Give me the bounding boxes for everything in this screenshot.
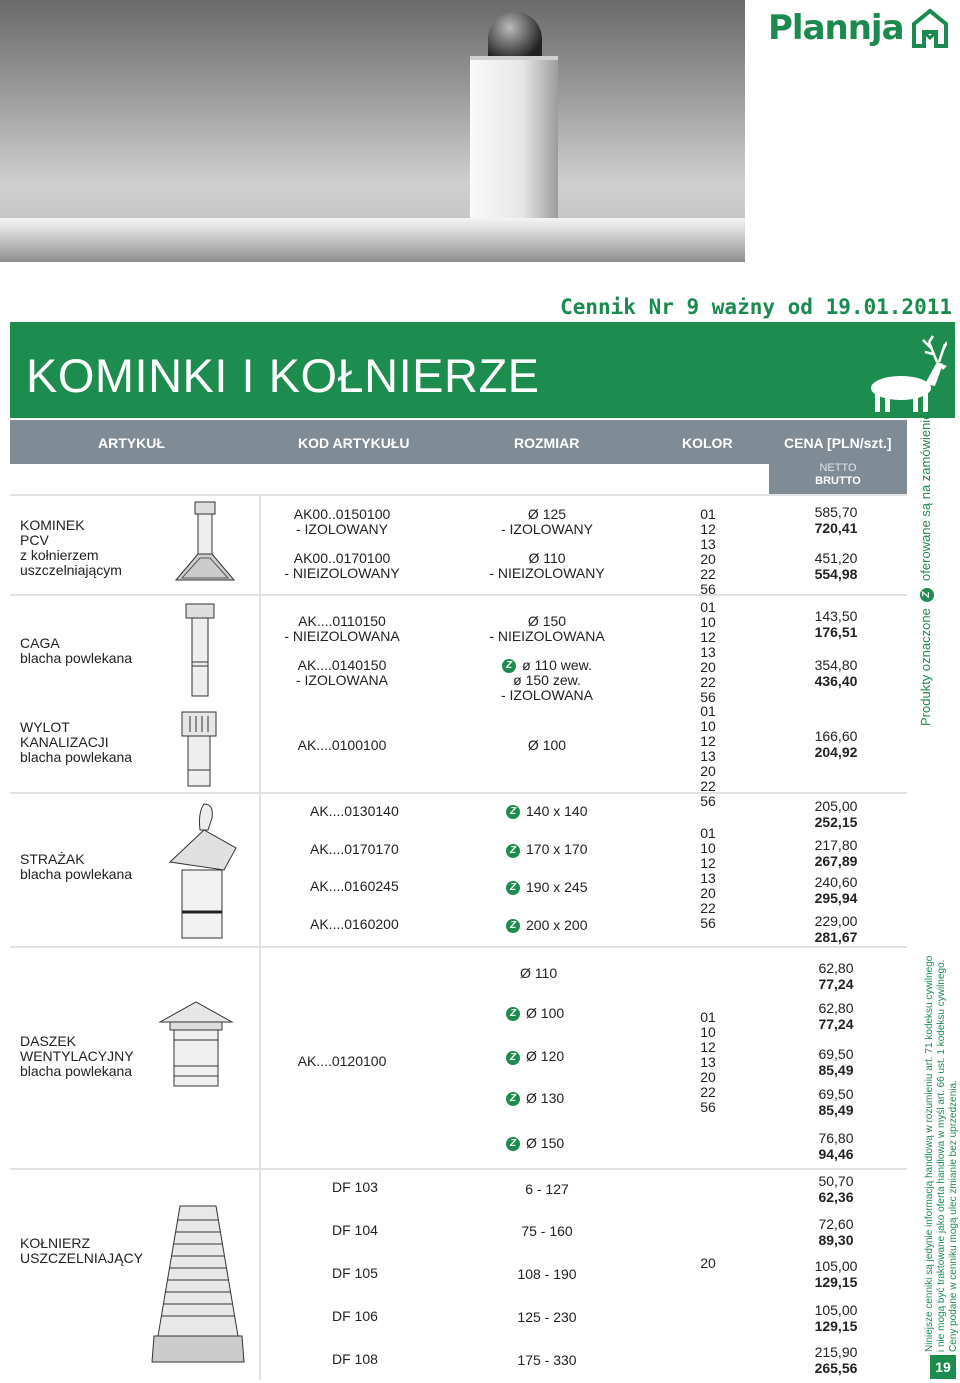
sizes: Ø 125 - IZOLOWANY Ø 110 - NIEIZOLOWANY [489, 506, 605, 581]
article-codes: DF 103 DF 104 DF 105 DF 106 DF 108 [332, 1179, 378, 1367]
table-row [10, 596, 907, 792]
order-note: Produkty oznaczone Z oferowane są na zamówienie [918, 412, 933, 726]
price: 240,60 295,94 [814, 874, 858, 906]
sizes: Ø 100 [527, 737, 567, 753]
price-subheader [769, 464, 907, 494]
caga-illustration [180, 600, 220, 700]
strazak-illustration [164, 800, 244, 940]
table-row [10, 948, 907, 1168]
netto-label: NETTO [819, 462, 857, 474]
article-codes: AK00..0150100 - IZOLOWANY AK00..0170100 - NIEIZOLOWANY [284, 506, 400, 581]
wylot-kanalizacji-illustration [176, 706, 222, 790]
product-name: KOŁNIERZ USZCZELNIAJĄCY [20, 1235, 143, 1266]
price: 62,80 77,24 [818, 1000, 854, 1032]
article-codes: AK....0130140 AK....0170170 AK....0160245 AK....0160200 [310, 803, 399, 932]
z-order-icon: Z [506, 1137, 520, 1151]
table-row [10, 1170, 907, 1380]
brutto-label: BRUTTO [815, 475, 861, 487]
header-photo-chimney [0, 0, 745, 262]
z-order-icon: Z [506, 1051, 520, 1065]
price: 69,50 85,49 [818, 1046, 854, 1078]
article-codes: AK....0100100 [297, 737, 387, 753]
page-number: 19 [930, 1355, 956, 1379]
col-cena: CENA [PLN/szt.] [784, 435, 892, 451]
sizes: Ø 110 Z Ø 100 Z Ø 120 Z Ø 130 Z Ø 150 [520, 966, 630, 1151]
product-name: KOMINEK PCV z kołnierzem uszczelniającym [20, 517, 122, 578]
col-artykul: ARTYKUŁ [98, 435, 165, 451]
price: 585,70 720,41 [814, 504, 858, 536]
price: 76,80 94,46 [818, 1130, 854, 1162]
col-kod: KOD ARTYKUŁU [298, 435, 410, 451]
product-name: STRAŻAK blacha powlekana [20, 851, 133, 882]
price: 50,70 62,36 [818, 1173, 854, 1205]
price: 451,20 554,98 [814, 550, 858, 582]
table-header [10, 420, 907, 464]
article-codes: AK....0120100 [297, 1053, 387, 1069]
legal-disclaimer: Niniejsze cenniki są jedynie informacją handlową w rozumieniu art. 71 kodeksu cywilnego i nie mogą być traktowane jako oferta handlowa w myśl art. 66 ust. 1 kodeksu cywilnego. Ceny podane w cenniku mogą ulec zmianie bez uprzedzenia. [924, 955, 959, 1352]
plannja-logo [768, 6, 958, 50]
z-order-icon: Z [506, 1007, 520, 1021]
product-name: WYLOT KANALIZACJI blacha powlekana [20, 719, 133, 765]
price: 69,50 85,49 [818, 1086, 854, 1118]
price: 215,90 265,56 [814, 1344, 858, 1376]
colors: 20 [700, 1255, 716, 1271]
article-codes: AK....0110150 - NIEIZOLOWANA AK....0140150 - IZOLOWANA [284, 613, 400, 688]
price-list-validity: Cennik Nr 9 ważny od 19.01.2011 [560, 295, 952, 319]
col-rozmiar: ROZMIAR [514, 435, 580, 451]
z-order-icon: Z [502, 659, 516, 673]
col-kolor: KOLOR [682, 435, 733, 451]
table-row [10, 794, 907, 946]
product-name: DASZEK WENTYLACYJNY blacha powlekana [20, 1033, 134, 1079]
price: 354,80 436,40 [814, 657, 858, 689]
kominek-pcv-illustration [170, 498, 240, 590]
z-order-icon: Z [920, 588, 934, 602]
reindeer-icon [851, 334, 947, 414]
price: 166,60 204,92 [814, 728, 858, 760]
sizes: Z 140 x 140 Z 170 x 170 Z 190 x 245 Z 200 x 200 [506, 804, 626, 933]
colors: 01 10 12 13 20 22 56 [700, 1009, 716, 1115]
z-order-icon: Z [506, 881, 520, 895]
price: 72,60 89,30 [818, 1216, 854, 1248]
chimney-pipe [470, 60, 558, 230]
z-order-icon: Z [506, 844, 520, 858]
sizes: Ø 150 - NIEIZOLOWANA Z ø 110 wew. ø 150 zew. - IZOLOWANA [489, 613, 605, 704]
sizes: 6 - 127 75 - 160 108 - 190 125 - 230 175 - 330 [517, 1181, 577, 1368]
price: 217,80 267,89 [814, 837, 858, 869]
colors: 01 12 13 20 22 56 [700, 506, 716, 597]
table-row [10, 496, 907, 594]
page-title: KOMINKI I KOŁNIERZE [26, 349, 540, 402]
daszek-wentylacyjny-illustration [156, 996, 236, 1092]
price: 229,00 281,67 [814, 913, 858, 945]
colors: 01 10 12 13 20 22 56 [700, 599, 716, 705]
product-name: CAGA blacha powlekana [20, 635, 133, 666]
kolnierz-uszczelniajacy-illustration [150, 1186, 246, 1370]
price: 205,00 252,15 [814, 798, 858, 830]
price: 62,80 77,24 [818, 960, 854, 992]
roof-edge [0, 218, 745, 262]
z-order-icon: Z [506, 805, 520, 819]
price: 105,00 129,15 [814, 1258, 858, 1290]
price: 143,50 176,51 [814, 608, 858, 640]
brand-name: Plannja [768, 8, 904, 48]
colors: 01 10 12 13 20 22 56 [700, 703, 716, 809]
z-order-icon: Z [506, 1092, 520, 1106]
house-logo-icon [910, 8, 950, 48]
z-order-icon: Z [506, 919, 520, 933]
price: 105,00 129,15 [814, 1302, 858, 1334]
colors: 01 10 12 13 20 22 56 [700, 825, 716, 931]
